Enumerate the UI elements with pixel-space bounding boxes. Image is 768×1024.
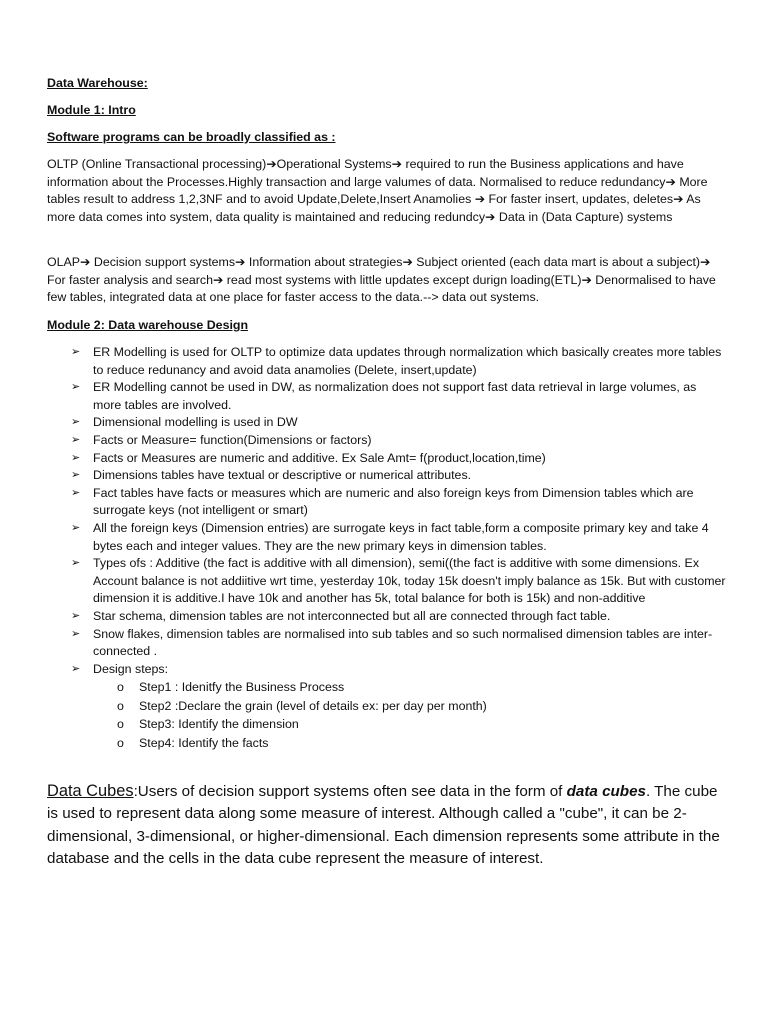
list-item: ➢ Star schema, dimension tables are not interconnected but all are connected through fact table. [47, 608, 727, 626]
list-item: ➢ Types ofs : Additive (the fact is additive with all dimension), semi((the fact is additive with some dimensions. Ex Account balance is not addiitive wrt time, yesterday 10k, today 15k doesn't imply balance as 15k. But with customer dimension it is additive.I have 10k and another has 5k, total balance for both is 15k) and non-additive [71, 556, 726, 606]
list-item: ➢ ER Modelling is used for OLTP to optimize data updates through normalization which basically creates more tables to reduce redunancy and avoid data anamolies (Delete, insert,update) [71, 345, 722, 377]
arrow-bullet-icon: ➢ [71, 557, 81, 570]
arrow-bullet-icon: ➢ [71, 662, 81, 675]
olap-paragraph: OLAP➔ Decision support systems➔ Information about strategies➔ Subject oriented (each data mart is about a subject)➔ For faster analysis and search➔ read most systems with little updates except durign loading(ETL)➔ Denormalised to have few tables, integrated data at one place for faster access to the data.--> data out systems. [47, 255, 716, 305]
circle-bullet-icon: o [117, 680, 124, 695]
data-cubes-paragraph: Data Cubes:Users of decision support systems often see data in the form of data cubes. The cube is used to represent data along some measure of interest. Although called a "cube", it can be 2-dimensional, 3-dimensional, or higher-dimensional. Each dimension represents some attribute in the database and the cells in the data cube represent the measure of interest. [47, 782, 720, 868]
step-item: o Step4: Identify the facts [93, 734, 727, 752]
step-item: o Step3: Identify the dimension [93, 715, 727, 733]
list-item: ➢ Dimensions tables have textual or descriptive or numerical attributes. [47, 467, 727, 485]
arrow-bullet-icon: ➢ [71, 416, 81, 429]
step-item: o Step2 :Declare the grain (level of details ex: per day per month) [93, 697, 727, 715]
classified-heading: Software programs can be broadly classified as : [47, 130, 336, 144]
module2-heading: Module 2: Data warehouse Design [47, 318, 249, 332]
list-item: ➢ Facts or Measures are numeric and additive. Ex Sale Amt= f(product,location,time) [47, 450, 727, 468]
list-item: ➢ Design steps: o Step1 : Idenitfy the Business Process o Step2 :Declare the grain (level of details ex: per day per month) o Step3: Identify the dimension o Step4: Identify the facts [47, 661, 727, 752]
arrow-bullet-icon: ➢ [71, 486, 81, 499]
circle-bullet-icon: o [117, 698, 124, 713]
module1-heading: Module 1: Intro [47, 103, 136, 117]
arrow-bullet-icon: ➢ [71, 346, 81, 358]
arrow-bullet-icon: ➢ [71, 627, 81, 640]
document-title: Data Warehouse: [47, 76, 148, 90]
list-item: ➢ All the foreign keys (Dimension entries) are surrogate keys in fact table,form a composite primary key and take 4 bytes each and integer values. They are the new primary keys in dimension tables. [71, 520, 709, 553]
list-item: ➢ Facts or Measure= function(Dimensions or factors) [47, 432, 727, 450]
design-steps-list [93, 678, 727, 752]
list-item: ➢ Dimensional modelling is used in DW [47, 414, 727, 432]
list-item: ➢ Fact tables have facts or measures which are numeric and also foreign keys from Dimension tables which are surrogate keys (not intelligent or smart) [71, 485, 694, 518]
arrow-bullet-icon: ➢ [71, 609, 81, 622]
design-bullet-list [47, 344, 727, 752]
step-item: o Step1 : Idenitfy the Business Process [93, 678, 727, 696]
data-cubes-emphasis: data cubes [566, 783, 646, 800]
arrow-bullet-icon: ➢ [71, 381, 81, 394]
arrow-bullet-icon: ➢ [71, 433, 81, 446]
circle-bullet-icon: o [117, 717, 124, 732]
list-item: ➢ Snow flakes, dimension tables are normalised into sub tables and so such normalised dimension tables are inter-connected . [71, 626, 713, 659]
data-cubes-title: Data Cubes [47, 782, 134, 800]
list-item: ➢ ER Modelling cannot be used in DW, as normalization does not support fast data retrieval in large volumes, as more tables are involved. [71, 380, 697, 412]
oltp-paragraph: OLTP (Online Transactional processing)➔Operational Systems➔ required to run the Business applications and have information about the Processes.Highly transaction and large valumes of data. Normalised to reduce redundancy➔ More tables result to address 1,2,3NF and to avoid Update,Delete,Insert Anamolies ➔ For faster insert, updates, deletes➔ As more data comes into system, data quality is maintained and reducing redundcy➔ Data in (Data Capture) systems [47, 157, 708, 225]
arrow-bullet-icon: ➢ [71, 451, 81, 464]
circle-bullet-icon: o [117, 735, 124, 750]
arrow-bullet-icon: ➢ [71, 521, 81, 534]
arrow-bullet-icon: ➢ [71, 469, 81, 482]
